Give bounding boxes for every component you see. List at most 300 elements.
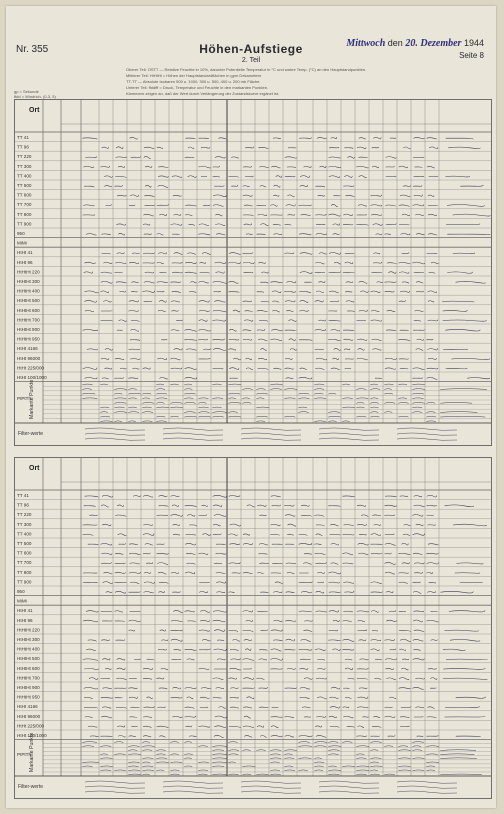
- pencil-entry: [329, 421, 337, 422]
- pencil-entry: [129, 620, 140, 622]
- pencil-entry: [115, 515, 126, 516]
- pencil-entry: [259, 263, 266, 264]
- pencil-entry: [144, 707, 155, 708]
- pencil-entry: [399, 758, 411, 759]
- pencil-entry: [129, 393, 141, 394]
- pencil-entry: [446, 329, 481, 331]
- pencil-entry: [361, 515, 368, 517]
- pencil-entry: [329, 716, 336, 718]
- pencil-entry: [231, 157, 238, 158]
- pencil-entry: [199, 630, 210, 631]
- pencil-entry: [174, 349, 182, 351]
- ascent-table-lower: [14, 457, 492, 799]
- pencil-entry: [133, 496, 140, 497]
- pencil-entry: [120, 368, 126, 369]
- pencil-entry: [413, 770, 425, 771]
- pencil-entry: [427, 766, 435, 767]
- pencil-entry: [186, 726, 192, 727]
- pencil-entry: [344, 176, 352, 178]
- pencil-entry: [329, 214, 341, 216]
- pencil-entry: [404, 525, 410, 526]
- footer-note-scribble: [397, 428, 457, 430]
- pencil-entry: [271, 205, 278, 207]
- row-label: TT 300: [17, 521, 32, 527]
- pencil-entry: [257, 573, 263, 574]
- pencil-entry: [347, 726, 355, 727]
- pencil-entry: [186, 534, 196, 535]
- pencil-entry: [83, 534, 93, 535]
- pencil-entry: [333, 224, 340, 226]
- pencil-entry: [385, 368, 395, 369]
- footer-note-scribble: [319, 428, 379, 430]
- pencil-entry: [371, 205, 382, 206]
- pencil-entry: [329, 582, 340, 583]
- row-label: TT 220: [17, 154, 32, 160]
- pencil-entry: [185, 716, 196, 717]
- pencil-entry: [399, 263, 411, 264]
- pencil-entry: [88, 726, 97, 727]
- pencil-entry: [243, 262, 254, 263]
- pencil-entry: [157, 393, 167, 394]
- pencil-entry: [377, 282, 383, 283]
- pencil-entry: [185, 398, 194, 399]
- pencil-entry: [157, 758, 168, 759]
- pencil-entry: [161, 668, 168, 669]
- pencil-entry: [171, 368, 182, 369]
- pencil-entry: [245, 176, 253, 177]
- pencil-entry: [83, 384, 93, 385]
- pencil-entry: [443, 678, 487, 679]
- pencil-entry: [299, 398, 310, 399]
- pencil-entry: [299, 611, 311, 612]
- pencil-entry: [214, 630, 225, 632]
- pencil-entry: [187, 697, 193, 699]
- pencil-entry: [271, 754, 281, 755]
- pencil-entry: [199, 592, 207, 593]
- pencil-entry: [199, 770, 208, 771]
- pencil-entry: [285, 515, 295, 517]
- pencil-entry: [157, 147, 163, 148]
- pencil-entry: [101, 754, 108, 755]
- pencil-entry: [129, 412, 139, 413]
- pencil-entry: [185, 412, 196, 413]
- row-label: TT 400: [17, 531, 32, 537]
- pencil-entry: [243, 330, 251, 331]
- row-label: TT 300: [17, 163, 32, 169]
- pencil-entry: [199, 774, 208, 775]
- pencil-entry: [372, 726, 381, 727]
- pencil-entry: [143, 746, 155, 747]
- pencil-entry: [446, 224, 480, 225]
- pencil-entry: [371, 592, 383, 593]
- pencil-entry: [129, 630, 135, 631]
- pencil-entry: [371, 649, 379, 651]
- pencil-entry: [317, 716, 326, 717]
- pencil-entry: [357, 505, 366, 506]
- pencil-entry: [273, 310, 280, 312]
- pencil-entry: [187, 563, 196, 564]
- pencil-entry: [414, 611, 424, 612]
- pencil-entry: [191, 282, 197, 283]
- pencil-entry: [427, 717, 436, 718]
- pencil-entry: [357, 754, 365, 755]
- pencil-entry: [199, 320, 207, 322]
- pencil-entry: [286, 205, 295, 207]
- pencil-entry: [213, 320, 226, 321]
- pencil-entry: [143, 553, 150, 554]
- pencil-entry: [129, 378, 138, 379]
- pencil-entry: [285, 717, 294, 718]
- pencil-entry: [115, 393, 123, 394]
- pencil-entry: [441, 774, 482, 775]
- pencil-entry: [83, 398, 98, 399]
- pencil-entry: [329, 610, 339, 612]
- pencil-entry: [373, 137, 381, 139]
- pencil-entry: [331, 204, 337, 206]
- pencil-entry: [172, 176, 182, 177]
- footer-note-scribble: [397, 433, 457, 435]
- pencil-entry: [106, 204, 112, 205]
- pencil-entry: [213, 611, 226, 612]
- pencil-entry: [399, 416, 409, 417]
- pencil-entry: [171, 572, 178, 573]
- pencil-entry: [202, 639, 210, 641]
- row-label: HtHt 96: [17, 259, 33, 265]
- pencil-entry: [243, 611, 253, 612]
- pencil-entry: [247, 697, 254, 699]
- pencil-entry: [243, 166, 252, 167]
- pencil-entry: [428, 320, 438, 321]
- pencil-entry: [229, 339, 239, 340]
- pencil-entry: [399, 582, 408, 583]
- pencil-entry: [86, 157, 97, 158]
- pencil-entry: [400, 496, 408, 497]
- pencil-entry: [101, 697, 113, 698]
- pencil-entry: [299, 770, 308, 771]
- pencil-entry: [415, 311, 423, 312]
- pencil-entry: [106, 592, 112, 593]
- pencil-entry: [171, 416, 179, 417]
- pencil-entry: [315, 393, 324, 394]
- pencil-entry: [346, 195, 355, 196]
- pencil-entry: [86, 611, 98, 612]
- pencil-entry: [344, 186, 354, 187]
- pencil-entry: [318, 572, 325, 573]
- pencil-entry: [385, 393, 393, 394]
- pencil-entry: [287, 167, 296, 168]
- pencil-entry: [317, 138, 327, 139]
- pencil-entry: [157, 754, 166, 755]
- pencil-entry: [387, 310, 395, 311]
- footer-note-scribble: [241, 791, 301, 793]
- row-label: TT 800: [17, 569, 32, 575]
- pencil-entry: [130, 717, 137, 718]
- pencil-entry: [229, 742, 238, 743]
- pencil-entry: [330, 727, 339, 728]
- pencil-entry: [243, 774, 252, 775]
- footer-note-scribble: [241, 428, 301, 430]
- pencil-entry: [216, 272, 225, 273]
- pencil-entry: [371, 195, 382, 196]
- pencil-entry: [427, 736, 439, 737]
- pencil-entry: [299, 138, 311, 139]
- pencil-entry: [143, 736, 151, 737]
- pencil-entry: [243, 766, 256, 767]
- pencil-entry: [185, 754, 193, 755]
- pencil-entry: [260, 735, 266, 737]
- markante-first-label: PtPtTh: [17, 396, 32, 402]
- pencil-entry: [116, 157, 127, 158]
- pencil-entry: [229, 534, 238, 536]
- pencil-entry: [217, 592, 225, 593]
- pencil-entry: [171, 402, 183, 403]
- pencil-entry: [413, 591, 421, 593]
- row-label: TT 41: [17, 135, 29, 140]
- pencil-entry: [403, 534, 410, 535]
- pencil-entry: [143, 412, 153, 413]
- pencil-entry: [244, 640, 252, 641]
- pencil-entry: [329, 253, 340, 255]
- pencil-entry: [260, 167, 269, 168]
- pencil-entry: [427, 339, 433, 340]
- pencil-entry: [285, 301, 295, 302]
- year: 1944: [463, 38, 484, 48]
- pencil-entry: [213, 774, 227, 775]
- pencil-entry: [329, 291, 338, 293]
- pencil-entry: [257, 329, 265, 330]
- pencil-entry: [271, 658, 283, 660]
- pencil-entry: [299, 412, 309, 413]
- date-handwritten: 20. Dezember: [405, 38, 462, 49]
- pencil-entry: [445, 505, 474, 507]
- pencil-entry: [333, 649, 341, 651]
- pencil-entry: [229, 329, 236, 331]
- pencil-entry: [143, 407, 152, 408]
- pencil-entry: [299, 758, 312, 759]
- pencil-entry: [376, 234, 382, 235]
- pencil-entry: [316, 262, 325, 264]
- pencil-entry: [216, 544, 225, 545]
- pencil-entry: [215, 186, 225, 187]
- pencil-entry: [304, 678, 312, 680]
- pencil-entry: [145, 272, 154, 273]
- markante-punkte-label: Markante Punkte: [29, 732, 35, 772]
- pencil-entry: [315, 544, 322, 545]
- pencil-entry: [274, 234, 282, 235]
- pencil-entry: [87, 349, 98, 350]
- row-label: HtHtHt 220: [17, 627, 40, 633]
- pencil-entry: [315, 329, 326, 331]
- pencil-entry: [158, 649, 167, 650]
- pencil-entry: [388, 735, 395, 736]
- pencil-entry: [413, 640, 423, 641]
- pencil-entry: [171, 762, 182, 763]
- pencil-entry: [143, 253, 154, 254]
- pencil-entry: [371, 750, 379, 751]
- pencil-entry: [243, 398, 250, 399]
- row-label: HtHt 96000: [17, 713, 41, 719]
- pencil-entry: [229, 398, 236, 399]
- pencil-entry: [357, 147, 366, 149]
- pencil-entry: [199, 282, 209, 284]
- pencil-entry: [360, 291, 368, 293]
- pencil-entry: [101, 291, 109, 293]
- pencil-entry: [316, 736, 326, 738]
- pencil-entry: [115, 358, 124, 359]
- pencil-entry: [331, 137, 337, 138]
- pencil-entry: [300, 688, 310, 690]
- pencil-entry: [185, 393, 196, 394]
- pencil-entry: [385, 716, 395, 717]
- pencil-entry: [343, 621, 352, 622]
- pencil-entry: [171, 774, 180, 775]
- pencil-entry: [215, 716, 226, 718]
- pencil-entry: [402, 543, 409, 545]
- pencil-entry: [232, 185, 238, 186]
- pencil-entry: [144, 592, 154, 593]
- pencil-entry: [130, 359, 140, 360]
- pencil-entry: [101, 384, 108, 385]
- pencil-entry: [144, 234, 152, 235]
- pencil-entry: [213, 534, 221, 535]
- pencil-entry: [427, 412, 436, 413]
- row-label: HtHtHt 300: [17, 637, 40, 642]
- pencil-entry: [330, 301, 339, 302]
- pencil-entry: [117, 224, 126, 225]
- pencil-entry: [416, 707, 424, 708]
- pencil-entry: [117, 195, 126, 196]
- pencil-entry: [357, 746, 369, 747]
- pencil-entry: [88, 640, 96, 641]
- pencil-entry: [272, 301, 279, 302]
- pencil-entry: [171, 384, 179, 385]
- pencil-entry: [173, 610, 182, 612]
- pencil-entry: [115, 378, 124, 379]
- footer-note-scribble: [319, 438, 379, 440]
- footer-note-scribble: [319, 791, 379, 793]
- pencil-entry: [89, 678, 97, 680]
- pencil-entry: [359, 640, 366, 641]
- pencil-entry: [427, 377, 437, 379]
- pencil-entry: [246, 620, 253, 621]
- legend-line: Mittlerer Teil: HtHtHt = Höhen der Hauptstandardflächen in gpm Dekametern: [126, 73, 262, 78]
- pencil-entry: [200, 697, 209, 698]
- pencil-entry: [399, 750, 411, 751]
- pencil-entry: [101, 412, 108, 413]
- pencil-entry: [247, 505, 254, 507]
- pencil-entry: [427, 746, 439, 747]
- pencil-entry: [83, 393, 96, 394]
- pencil-entry: [315, 726, 321, 727]
- pencil-entry: [315, 349, 324, 350]
- pencil-entry: [400, 649, 406, 650]
- pencil-entry: [299, 746, 312, 747]
- row-label: HtHt 41: [17, 250, 33, 256]
- pencil-entry: [427, 620, 439, 622]
- pencil-entry: [214, 301, 225, 302]
- pencil-entry: [427, 495, 436, 497]
- pencil-entry: [401, 233, 410, 234]
- pencil-entry: [301, 505, 309, 506]
- pencil-entry: [441, 750, 476, 751]
- pencil-entry: [229, 754, 239, 755]
- pencil-entry: [289, 320, 297, 322]
- pencil-entry: [185, 262, 196, 263]
- pencil-entry: [371, 544, 383, 545]
- pencil-entry: [329, 572, 341, 574]
- pencil-entry: [441, 591, 474, 593]
- pencil-entry: [385, 496, 396, 497]
- footer-note-scribble: [163, 786, 223, 788]
- pencil-entry: [287, 534, 293, 535]
- pencil-entry: [171, 358, 181, 360]
- pencil-entry: [301, 515, 311, 516]
- pencil-entry: [271, 166, 280, 168]
- pencil-entry: [428, 358, 436, 359]
- pencil-entry: [357, 402, 365, 403]
- pencil-entry: [413, 186, 422, 187]
- pencil-entry: [400, 291, 410, 292]
- pencil-entry: [271, 758, 281, 759]
- pencil-entry: [413, 407, 423, 408]
- pencil-entry: [229, 630, 238, 631]
- pencil-entry: [315, 649, 325, 651]
- row-label: TT 96: [17, 502, 29, 508]
- footer-note-scribble: [319, 781, 379, 783]
- pencil-entry: [159, 496, 167, 497]
- pencil-entry: [317, 697, 326, 699]
- pencil-entry: [158, 358, 167, 360]
- pencil-entry: [385, 639, 395, 640]
- pencil-entry: [213, 524, 220, 526]
- pencil-entry: [343, 649, 354, 650]
- pencil-entry: [199, 301, 209, 303]
- pencil-entry: [315, 746, 326, 747]
- pencil-entry: [273, 224, 281, 225]
- pencil-entry: [271, 669, 283, 670]
- pencil-entry: [371, 311, 379, 312]
- pencil-entry: [375, 678, 381, 679]
- pencil-entry: [329, 750, 340, 751]
- pencil-entry: [231, 659, 240, 660]
- pencil-entry: [343, 563, 354, 564]
- pencil-entry: [213, 412, 227, 413]
- pencil-entry: [115, 553, 123, 554]
- markante-punkte-label: Markante Punkte: [29, 379, 35, 419]
- pencil-entry: [400, 726, 409, 727]
- pencil-entry: [105, 668, 111, 669]
- pencil-entry: [129, 766, 139, 767]
- pencil-entry: [259, 554, 268, 555]
- legend-line: Klammern zeigen an, daß der Wert durch Verlängerung der Zustandskurve ergänzt ist.: [126, 91, 280, 96]
- pencil-entry: [315, 301, 324, 302]
- pencil-entry: [185, 402, 196, 403]
- pencil-entry: [359, 176, 367, 178]
- pencil-entry: [115, 572, 126, 573]
- pencil-entry: [343, 384, 350, 385]
- pencil-entry: [329, 176, 340, 178]
- pencil-entry: [357, 766, 369, 767]
- pencil-entry: [399, 746, 408, 747]
- pencil-entry: [129, 754, 141, 755]
- pencil-entry: [131, 329, 139, 331]
- pencil-entry: [416, 524, 423, 525]
- footer-note-scribble: [163, 781, 223, 783]
- date-line: [346, 38, 484, 49]
- pencil-entry: [144, 156, 150, 158]
- pencil-entry: [271, 750, 282, 751]
- pencil-entry: [416, 234, 424, 235]
